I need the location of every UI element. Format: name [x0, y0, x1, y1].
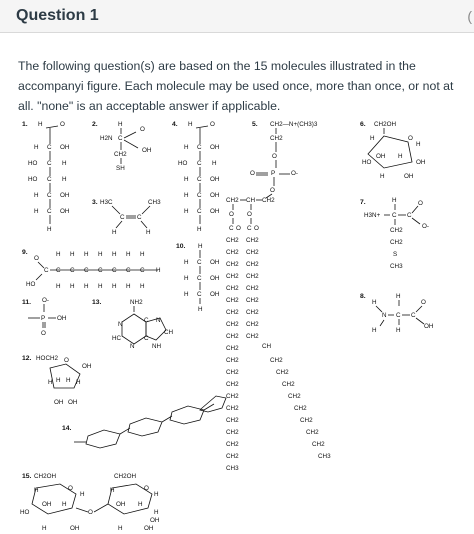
- molecule-label-3: 3.: [92, 199, 98, 206]
- molecule-5-phospholipid: [226, 121, 331, 472]
- svg-text:CH2: CH2: [226, 429, 239, 436]
- svg-text:H: H: [118, 121, 123, 128]
- svg-text:H: H: [112, 283, 117, 290]
- svg-text:H: H: [47, 226, 52, 233]
- svg-text:C: C: [126, 267, 131, 274]
- svg-text:O: O: [210, 121, 215, 128]
- svg-text:CH2: CH2: [226, 321, 239, 328]
- svg-text:H: H: [140, 251, 145, 258]
- svg-text:OH: OH: [57, 315, 67, 322]
- molecule-label-1: 1.: [22, 121, 28, 128]
- svg-text:C: C: [396, 312, 401, 319]
- svg-text:CH2: CH2: [246, 333, 259, 340]
- svg-text:OH: OH: [42, 501, 52, 508]
- question-header: [0, 0, 474, 33]
- svg-text:OH: OH: [60, 144, 70, 151]
- molecule-6-fructose-ring: [362, 121, 426, 180]
- svg-text:H2N: H2N: [100, 135, 113, 142]
- svg-text:C: C: [197, 192, 202, 199]
- svg-text:O: O: [64, 357, 69, 364]
- svg-text:CH2: CH2: [246, 261, 259, 268]
- svg-text:O: O: [247, 211, 252, 218]
- svg-text:CH2: CH2: [226, 357, 239, 364]
- svg-text:H: H: [70, 251, 75, 258]
- svg-text:C: C: [47, 176, 52, 183]
- molecule-label-14: 14.: [62, 425, 72, 432]
- svg-text:C: C: [84, 267, 89, 274]
- svg-text:CH2: CH2: [246, 273, 259, 280]
- svg-text:CH3: CH3: [318, 453, 331, 460]
- svg-text:CH3: CH3: [148, 199, 161, 206]
- svg-text:C: C: [120, 214, 125, 221]
- svg-text:CH2: CH2: [294, 405, 307, 412]
- svg-text:H: H: [212, 160, 217, 167]
- svg-text:S: S: [393, 251, 398, 258]
- svg-text:CH2: CH2: [226, 453, 239, 460]
- svg-text:OH: OH: [210, 192, 220, 199]
- svg-text:H: H: [110, 487, 115, 494]
- svg-text:O: O: [41, 330, 46, 337]
- svg-text:O-: O-: [42, 297, 49, 304]
- svg-text:H: H: [396, 293, 401, 300]
- molecule-label-9: 9.: [22, 249, 28, 256]
- svg-text:H: H: [398, 153, 403, 160]
- svg-text:C: C: [140, 267, 145, 274]
- svg-text:H: H: [184, 275, 189, 282]
- svg-text:CH2: CH2: [226, 297, 239, 304]
- svg-text:CH2: CH2: [226, 333, 239, 340]
- svg-text:C: C: [70, 267, 75, 274]
- svg-text:C: C: [98, 267, 103, 274]
- svg-text:OH: OH: [54, 399, 64, 406]
- svg-text:CH3: CH3: [390, 263, 403, 270]
- svg-text:OH: OH: [210, 208, 220, 215]
- fatty-acid-tail-2: [246, 237, 331, 460]
- svg-text:OH: OH: [210, 259, 220, 266]
- svg-text:O: O: [254, 225, 259, 232]
- svg-text:CH2OH: CH2OH: [374, 121, 397, 128]
- svg-text:C: C: [47, 144, 52, 151]
- svg-text:CH2: CH2: [226, 345, 239, 352]
- svg-text:H: H: [98, 251, 103, 258]
- svg-text:HO: HO: [26, 281, 36, 288]
- svg-text:OH: OH: [142, 147, 152, 154]
- svg-text:OH: OH: [116, 501, 126, 508]
- molecule-9-fatty-acid: [26, 251, 161, 290]
- svg-text:HO: HO: [28, 176, 38, 183]
- svg-text:CH2: CH2: [226, 285, 239, 292]
- svg-text:C: C: [197, 144, 202, 151]
- svg-text:OH: OH: [60, 192, 70, 199]
- svg-text:P: P: [271, 170, 276, 177]
- svg-text:CH2: CH2: [226, 381, 239, 388]
- svg-text:HO: HO: [178, 160, 188, 167]
- svg-text:CH2: CH2: [226, 261, 239, 268]
- svg-text:O: O: [68, 485, 73, 492]
- molecule-2-thiol-amino-acid: [100, 121, 152, 172]
- svg-text:OH: OH: [82, 363, 92, 370]
- svg-text:C: C: [47, 192, 52, 199]
- svg-text:H: H: [56, 251, 61, 258]
- svg-text:H: H: [198, 243, 203, 250]
- svg-text:O: O: [250, 170, 255, 177]
- svg-text:O-: O-: [422, 223, 429, 230]
- svg-text:CH2: CH2: [312, 441, 325, 448]
- svg-text:H: H: [380, 173, 385, 180]
- svg-text:HO: HO: [362, 159, 372, 166]
- svg-text:H: H: [184, 176, 189, 183]
- svg-text:O: O: [408, 135, 413, 142]
- svg-text:C: C: [197, 160, 202, 167]
- svg-text:H: H: [84, 251, 89, 258]
- svg-text:O: O: [60, 121, 65, 128]
- svg-text:N: N: [156, 317, 161, 324]
- svg-text:H: H: [140, 283, 145, 290]
- svg-text:O: O: [236, 225, 241, 232]
- svg-text:C: C: [144, 335, 149, 342]
- svg-text:H: H: [56, 377, 61, 384]
- svg-text:H: H: [372, 327, 377, 334]
- svg-text:H: H: [138, 501, 143, 508]
- svg-text:OH: OH: [70, 525, 80, 532]
- svg-text:CH: CH: [246, 197, 256, 204]
- svg-text:CH2: CH2: [226, 197, 239, 204]
- svg-text:O: O: [88, 509, 93, 516]
- molecule-10-sugar-chain: [184, 243, 220, 313]
- molecule-label-2: 2.: [92, 121, 98, 128]
- svg-text:H: H: [126, 283, 131, 290]
- svg-text:H: H: [184, 144, 189, 151]
- svg-text:H: H: [42, 525, 47, 532]
- svg-text:CH2: CH2: [246, 237, 259, 244]
- svg-text:CH2: CH2: [226, 249, 239, 256]
- svg-text:C: C: [44, 267, 49, 274]
- svg-text:CH2: CH2: [282, 381, 295, 388]
- svg-text:C: C: [112, 267, 117, 274]
- svg-text:O-: O-: [291, 170, 298, 177]
- molecule-13-adenine: [112, 299, 174, 350]
- svg-text:CH2: CH2: [246, 309, 259, 316]
- svg-text:CH2—N+(CH3)3: CH2—N+(CH3)3: [270, 121, 318, 128]
- svg-text:C: C: [47, 208, 52, 215]
- svg-text:H: H: [396, 327, 401, 334]
- molecule-label-11: 11.: [22, 299, 32, 306]
- svg-text:CH2: CH2: [246, 249, 259, 256]
- svg-text:H3N+: H3N+: [364, 212, 381, 219]
- svg-text:C: C: [118, 135, 123, 142]
- svg-text:H: H: [62, 176, 67, 183]
- svg-text:C: C: [197, 208, 202, 215]
- svg-text:H: H: [154, 491, 159, 498]
- svg-text:CH2: CH2: [226, 237, 239, 244]
- svg-text:C: C: [411, 312, 416, 319]
- svg-text:H: H: [416, 141, 421, 148]
- svg-text:CH: CH: [262, 343, 272, 350]
- svg-text:H: H: [370, 135, 375, 142]
- svg-text:H: H: [146, 229, 151, 236]
- svg-text:C: C: [247, 225, 252, 232]
- molecule-11-phosphate: [28, 297, 67, 337]
- svg-text:C: C: [197, 259, 202, 266]
- molecule-label-5: 5.: [252, 121, 258, 128]
- svg-text:CH2: CH2: [276, 369, 289, 376]
- molecule-4-sugar-chain: [178, 121, 220, 233]
- svg-text:CH2OH: CH2OH: [114, 473, 137, 480]
- svg-text:O: O: [229, 211, 234, 218]
- svg-text:OH: OH: [424, 323, 434, 330]
- question-prompt: The following question(s) are based on the 15 molecules illustrated in the accompanyi figure. Each molecule may be used once, more than once, or not at all. "none" is an acceptable answer if applicable.: [18, 59, 454, 113]
- svg-text:O: O: [421, 299, 426, 306]
- svg-text:OH: OH: [376, 153, 386, 160]
- svg-text:H3C: H3C: [100, 199, 113, 206]
- svg-text:OH: OH: [416, 159, 426, 166]
- svg-text:H: H: [38, 121, 43, 128]
- svg-text:CH2: CH2: [246, 285, 259, 292]
- svg-text:H: H: [198, 306, 203, 313]
- svg-text:OH: OH: [404, 173, 414, 180]
- svg-text:O: O: [272, 153, 277, 160]
- svg-text:H: H: [154, 509, 159, 516]
- svg-text:C: C: [197, 275, 202, 282]
- question-title: Question 1: [16, 7, 99, 24]
- molecule-label-6: 6.: [360, 121, 366, 128]
- svg-text:HC: HC: [112, 335, 122, 342]
- molecule-12-ribose-ring: [36, 355, 92, 406]
- svg-text:H: H: [126, 251, 131, 258]
- svg-text:CH: CH: [164, 329, 174, 336]
- svg-text:H: H: [118, 525, 123, 532]
- svg-text:N: N: [130, 343, 135, 350]
- svg-text:CH2: CH2: [300, 417, 313, 424]
- svg-text:H: H: [197, 226, 202, 233]
- svg-text:H: H: [48, 379, 53, 386]
- svg-text:C: C: [229, 225, 234, 232]
- svg-text:CH2: CH2: [246, 321, 259, 328]
- svg-text:H: H: [112, 251, 117, 258]
- svg-text:CH2: CH2: [390, 227, 403, 234]
- svg-text:HO: HO: [20, 509, 30, 516]
- svg-text:CH2: CH2: [226, 369, 239, 376]
- svg-text:OH: OH: [210, 176, 220, 183]
- svg-text:CH2: CH2: [288, 393, 301, 400]
- svg-text:C: C: [137, 214, 142, 221]
- svg-text:C: C: [56, 267, 61, 274]
- molecule-8-glycine: [372, 293, 434, 334]
- svg-text:H: H: [34, 487, 39, 494]
- svg-text:H: H: [188, 121, 193, 128]
- svg-text:H: H: [70, 283, 75, 290]
- molecule-label-7: 7.: [360, 199, 366, 206]
- svg-text:OH: OH: [68, 399, 78, 406]
- molecule-label-13: 13.: [92, 299, 102, 306]
- svg-text:CH2: CH2: [270, 357, 283, 364]
- svg-text:CH2: CH2: [226, 441, 239, 448]
- molecule-label-15: 15.: [22, 473, 32, 480]
- molecule-label-8: 8.: [360, 293, 366, 300]
- svg-text:H: H: [66, 377, 71, 384]
- svg-text:P: P: [41, 315, 46, 322]
- svg-text:HO: HO: [28, 160, 38, 167]
- svg-text:H: H: [184, 192, 189, 199]
- svg-text:NH: NH: [152, 343, 162, 350]
- molecule-7-amino-acid: [364, 197, 429, 270]
- svg-text:CH2: CH2: [226, 417, 239, 424]
- svg-text:N: N: [118, 321, 123, 328]
- svg-text:C: C: [197, 176, 202, 183]
- svg-text:O: O: [144, 485, 149, 492]
- svg-text:H: H: [98, 283, 103, 290]
- molecule-14-polysaccharide: [74, 396, 226, 448]
- svg-text:H: H: [184, 208, 189, 215]
- svg-text:H: H: [184, 259, 189, 266]
- svg-text:H: H: [392, 197, 397, 204]
- svg-text:CH2: CH2: [226, 273, 239, 280]
- svg-text:O: O: [418, 200, 423, 207]
- svg-text:C: C: [197, 291, 202, 298]
- molecule-label-12: 12.: [22, 355, 32, 362]
- svg-text:NH2: NH2: [130, 299, 143, 306]
- svg-text:CH2: CH2: [114, 151, 127, 158]
- svg-text:CH2: CH2: [390, 239, 403, 246]
- svg-text:OH: OH: [144, 525, 154, 532]
- svg-text:O: O: [34, 255, 39, 262]
- svg-text:H: H: [80, 491, 85, 498]
- svg-text:H: H: [184, 291, 189, 298]
- svg-text:CH2: CH2: [226, 405, 239, 412]
- svg-text:HOCH2: HOCH2: [36, 355, 59, 362]
- svg-text:H: H: [62, 160, 67, 167]
- svg-text:OH: OH: [150, 517, 160, 524]
- svg-text:CH2OH: CH2OH: [34, 473, 57, 480]
- svg-text:O: O: [270, 187, 275, 194]
- svg-text:C: C: [47, 160, 52, 167]
- fatty-acid-tail-1: [226, 237, 239, 472]
- svg-text:H: H: [112, 229, 117, 236]
- molecule-label-10: 10.: [176, 243, 186, 250]
- svg-text:OH: OH: [210, 144, 220, 151]
- svg-text:C: C: [407, 212, 412, 219]
- molecule-label-4: 4.: [172, 121, 178, 128]
- svg-text:H: H: [372, 299, 377, 306]
- svg-text:CH2: CH2: [270, 135, 283, 142]
- molecule-1-glucose: [28, 121, 70, 233]
- svg-text:H: H: [34, 208, 39, 215]
- svg-text:H: H: [156, 267, 161, 274]
- svg-text:CH2: CH2: [226, 393, 239, 400]
- svg-text:H: H: [34, 144, 39, 151]
- svg-text:C: C: [392, 212, 397, 219]
- svg-text:CH2: CH2: [262, 197, 275, 204]
- svg-text:O: O: [140, 126, 145, 133]
- molecule-figure: [0, 112, 474, 534]
- molecule-3-alkene: [100, 199, 161, 236]
- svg-text:CH2: CH2: [306, 429, 319, 436]
- svg-text:H: H: [62, 501, 67, 508]
- svg-text:H: H: [34, 192, 39, 199]
- cut-off-icon: (: [467, 8, 472, 24]
- svg-text:SH: SH: [116, 165, 125, 172]
- svg-text:H: H: [56, 283, 61, 290]
- molecule-15-disaccharide: [20, 473, 160, 532]
- svg-text:OH: OH: [210, 275, 220, 282]
- svg-text:H: H: [76, 379, 81, 386]
- svg-text:C: C: [144, 317, 149, 324]
- svg-text:H: H: [84, 283, 89, 290]
- svg-text:CH3: CH3: [226, 465, 239, 472]
- svg-text:CH2: CH2: [246, 297, 259, 304]
- svg-text:OH: OH: [210, 291, 220, 298]
- svg-text:N: N: [382, 312, 387, 319]
- svg-text:CH2: CH2: [226, 309, 239, 316]
- svg-text:OH: OH: [60, 208, 70, 215]
